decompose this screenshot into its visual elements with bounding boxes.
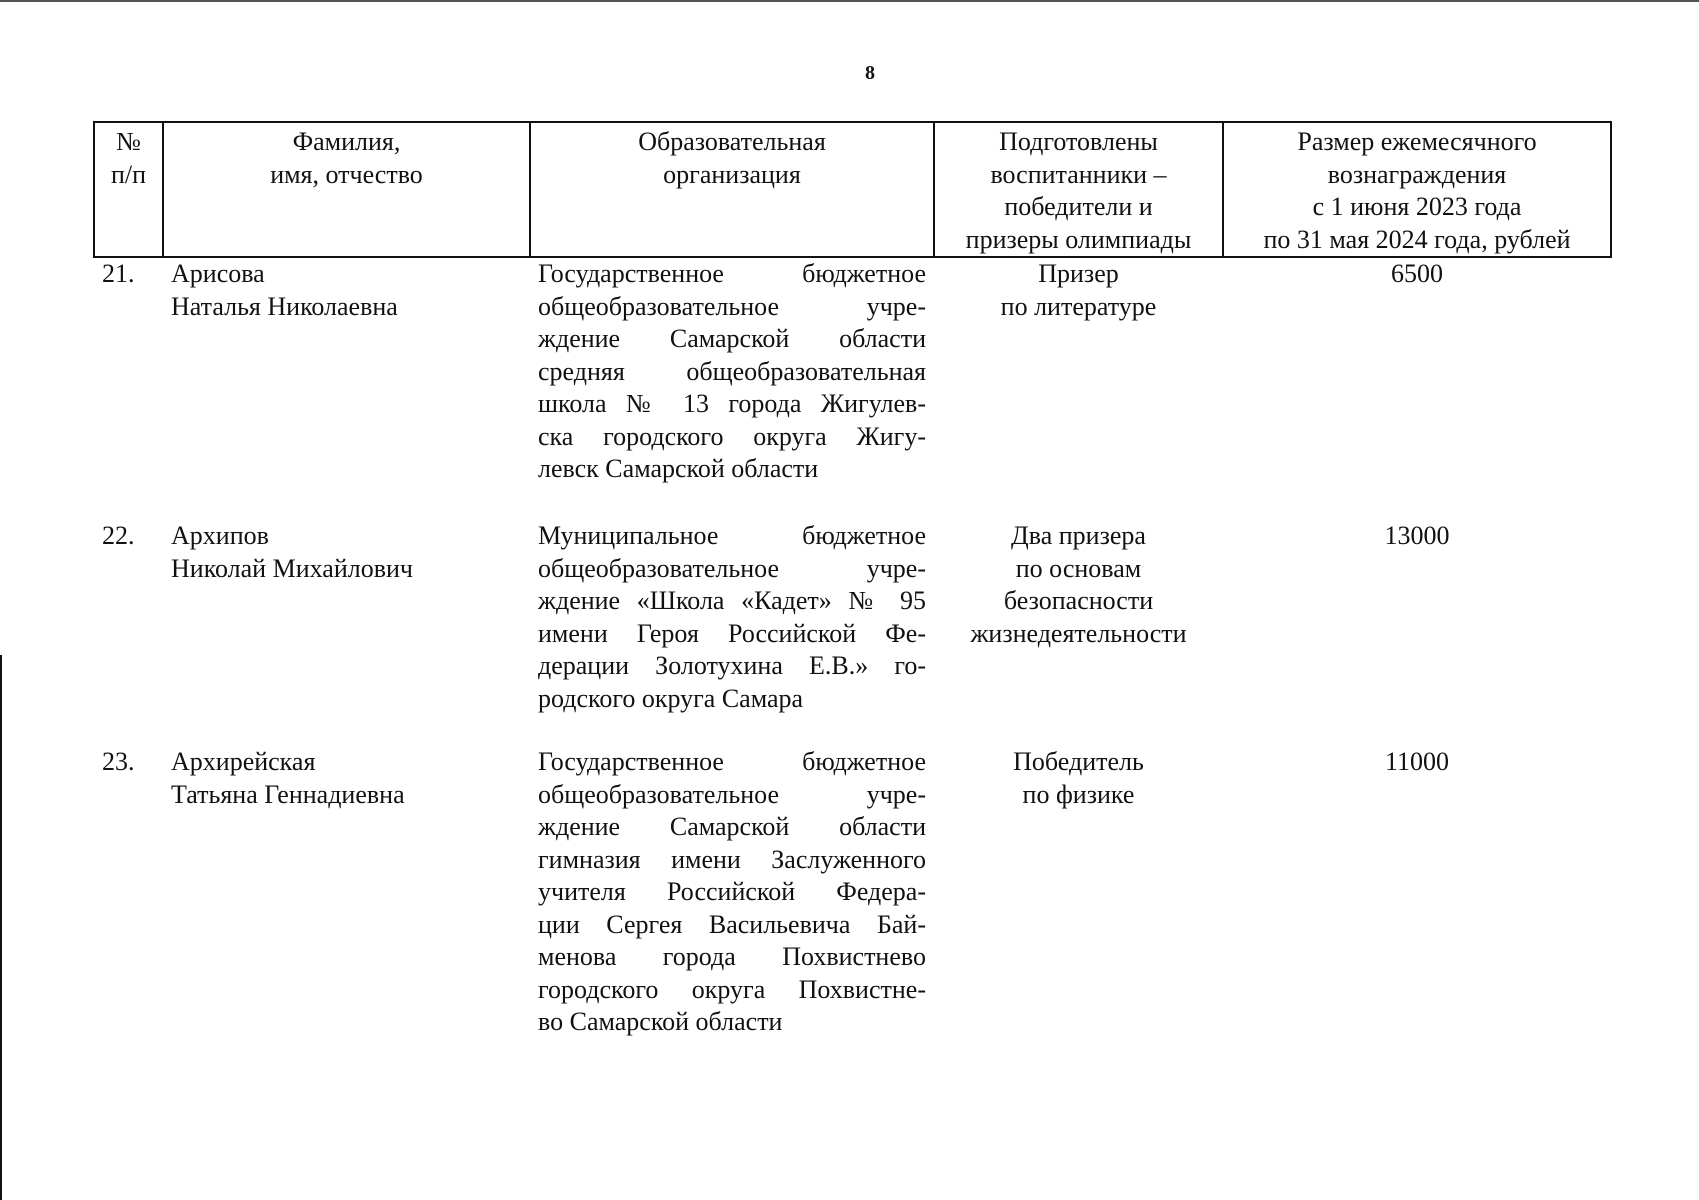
award-amount: 13000 — [1384, 521, 1450, 550]
award-amount: 11000 — [1384, 747, 1450, 776]
row-number: 22. — [102, 521, 135, 550]
row-number: 21. — [102, 259, 135, 288]
achievement: Призер по литературе — [1000, 259, 1157, 321]
teacher-name: Архипов Николай Михайлович — [171, 521, 413, 583]
table-row — [94, 257, 1611, 520]
achievement: Два призера по основам безопасности жизнедеятельности — [970, 521, 1187, 648]
awards-table — [93, 121, 1612, 1046]
scan-edge-top — [0, 0, 1699, 2]
header-award-amount: Размер ежемесячного вознаграждения с 1 июня 2023 года по 31 мая 2024 года, рублей — [1223, 122, 1611, 257]
teacher-name: Арисова Наталья Николаевна — [171, 259, 398, 321]
table-row — [94, 520, 1611, 746]
header-achievement: Подготовлены воспитанники – победители и призеры олимпиады — [934, 122, 1223, 257]
header-number: № п/п — [94, 122, 163, 257]
teacher-name: Архирейская Татьяна Геннадиевна — [171, 747, 405, 809]
organization-name: Государственное бюджетное общеобразовательное учре- ждение Самарской области средняя общеобразовательная школа № 13 города Жигулев- ска городского округа Жигу- левск Самарской области — [538, 259, 926, 483]
table-header-row — [94, 122, 1611, 257]
header-full-name: Фамилия, имя, отчество — [163, 122, 530, 257]
achievement: Победитель по физике — [1013, 747, 1144, 809]
organization-name: Государственное бюджетное общеобразовательное учре- ждение Самарской области гимназия имени Заслуженного учителя Российской Федера- ции Сергея Васильевича Бай- менова города Похвистнево городского округа Похвистне- во Самарской области — [538, 747, 926, 1036]
organization-name: Муниципальное бюджетное общеобразовательное учре- ждение «Школа «Кадет» № 95 имени Героя Российской Фе- дерации Золотухина Е.В.» го- родского округа Самара — [538, 521, 926, 713]
scan-edge-left — [0, 655, 2, 1200]
table-row — [94, 746, 1611, 1046]
row-number: 23. — [102, 747, 135, 776]
page-number: 8 — [865, 62, 875, 84]
header-organization: Образовательная организация — [530, 122, 934, 257]
award-amount: 6500 — [1391, 259, 1443, 288]
